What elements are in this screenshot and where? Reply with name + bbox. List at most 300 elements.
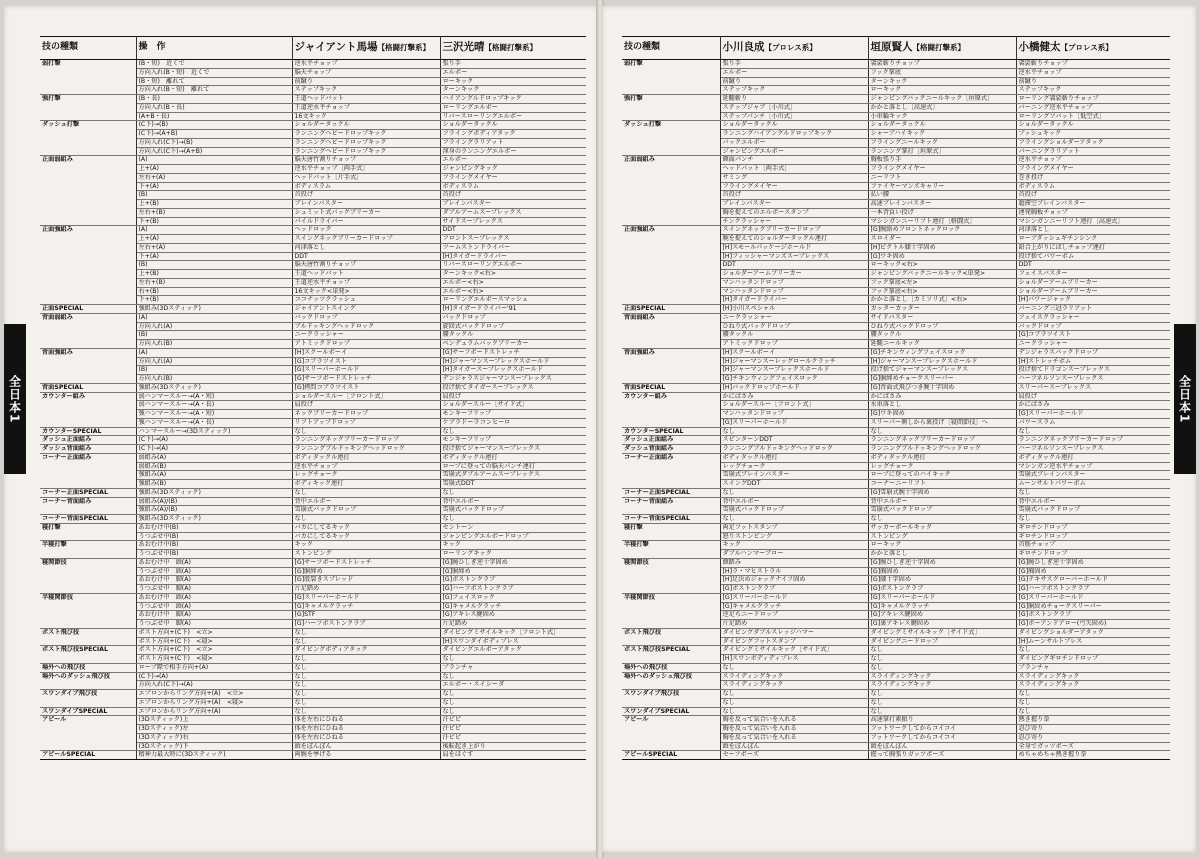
move-cell: ショルダースルー［フロント式］ [292, 392, 440, 401]
table-row [622, 707, 1170, 716]
move-category: 寝打撃 [622, 523, 720, 532]
move-cell: [G]キャメルクラッチ [440, 602, 586, 611]
move-cell: ダブルハンマーブロー [720, 550, 868, 559]
move-cell: シャーブハイキック [868, 130, 1016, 139]
left-move-table [40, 36, 586, 760]
move-cell: フック掌底<右> [868, 287, 1016, 296]
move-category [40, 462, 136, 471]
move-cell: ニークラッシャー [720, 313, 868, 322]
move-cell: 精神力最大時に(3Dスティック) [136, 751, 292, 760]
table-row [622, 602, 1170, 611]
move-category: 正面SPECIAL [40, 305, 136, 314]
table-row [622, 322, 1170, 331]
move-category: コーナー正面SPECIAL [40, 488, 136, 497]
move-cell: ステップキック [720, 86, 868, 95]
move-cell: DDT [720, 261, 868, 270]
move-category [622, 322, 720, 331]
move-cell: モンキーフリップ [440, 410, 586, 419]
move-cell: ランニングブルドッキングヘッドロック [868, 445, 1016, 454]
move-cell: シュミット式バックブリーカー [292, 208, 440, 217]
move-cell: 忍び寄り [1016, 725, 1170, 734]
move-category [622, 165, 720, 174]
table-row [622, 690, 1170, 699]
move-category [40, 602, 136, 611]
move-cell: かにばさみ [1016, 401, 1170, 410]
move-cell: うつぶせ中 頭(A) [136, 602, 292, 611]
move-cell: 投げ捨てジャーマンスープレックス [868, 366, 1016, 375]
move-cell: [G]コブラツイスト [1016, 331, 1170, 340]
move-cell: なし [440, 698, 586, 707]
move-cell: 方向入れ(A) [136, 322, 292, 331]
move-cell: ターンキック [440, 86, 586, 95]
table-row [40, 156, 586, 165]
move-cell: [G]拷問コブラツイスト [292, 383, 440, 392]
move-cell: ダイビングミサイルキック［フロント式］ [440, 628, 586, 637]
move-category [40, 208, 136, 217]
move-cell: レッグチョーク [720, 462, 868, 471]
move-cell: 逆水平チョップ [1016, 68, 1170, 77]
move-cell: フェイスバスター [1016, 270, 1170, 279]
move-cell: 腰タックル [868, 331, 1016, 340]
move-cell: エプロンからリング方向+(A) [136, 707, 292, 716]
move-category [40, 261, 136, 270]
move-cell: 方向入れ(C下)→(B) [136, 138, 292, 147]
move-cell: ローキック [440, 77, 586, 86]
move-cell: 胸を捉えてのエルボースタンプ [720, 208, 868, 217]
move-cell: ファイヤーマンズキャリー [868, 182, 1016, 191]
move-cell: ターンキック<右> [440, 270, 586, 279]
header-operation: 操 作 [136, 37, 292, 60]
move-cell: フライングショルダーアタック [1016, 138, 1170, 147]
move-cell: [G]雪崩式腕十字固め [868, 488, 1016, 497]
move-cell: エプロンからリング方向+(A) <寝> [136, 698, 292, 707]
move-cell: (B) [136, 331, 292, 340]
move-cell: ダイビングショルダーアタック [1016, 628, 1170, 637]
move-category: 半寝関節技 [40, 593, 136, 602]
move-category [622, 567, 720, 576]
move-cell: 一本背負い投げ [868, 208, 1016, 217]
move-category [40, 375, 136, 384]
move-category [40, 550, 136, 559]
move-cell: ローリングキック [440, 550, 586, 559]
move-cell: DDT [1016, 261, 1170, 270]
move-category [622, 611, 720, 620]
table-row [622, 453, 1170, 462]
move-category [40, 147, 136, 156]
move-cell: なし [720, 488, 868, 497]
move-cell: なし [1016, 427, 1170, 436]
table-row [622, 173, 1170, 182]
move-cell: バーニング三冠ラリアット [1016, 305, 1170, 314]
move-cell: ニークラッシャー [1016, 340, 1170, 349]
move-cell: 両足フットスタンプ [720, 523, 868, 532]
move-cell: スピンターンDDT [720, 436, 868, 445]
move-cell: なし [868, 655, 1016, 664]
move-cell: ランニングネックブリーカードロップ [1016, 436, 1170, 445]
move-category: 正面弱組み [622, 156, 720, 165]
table-row [622, 436, 1170, 445]
move-cell: 払い腰 [868, 191, 1016, 200]
move-cell: ボディタックル連打 [1016, 453, 1170, 462]
table-row [40, 130, 586, 139]
move-cell: ボディタックル連打 [868, 453, 1016, 462]
move-cell: なし [868, 646, 1016, 655]
move-cell: ボディタックル連打 [440, 453, 586, 462]
table-row [622, 628, 1170, 637]
move-cell: [G]ボストンクラブ [720, 585, 868, 594]
move-cell: 方向入れ(A) [136, 357, 292, 366]
move-category [622, 191, 720, 200]
move-cell: 逆水平チョップ [292, 462, 440, 471]
move-cell: ターンキック [868, 77, 1016, 86]
move-category: コーナー正面SPECIAL [622, 488, 720, 497]
move-cell: フットワークしてからコイコイ [868, 733, 1016, 742]
table-row [622, 558, 1170, 567]
move-cell: ダイビングミサイルキック［サイド式］ [720, 646, 868, 655]
move-cell: なし [440, 655, 586, 664]
move-cell: ひねり式バックドロップ [868, 322, 1016, 331]
table-row [40, 497, 586, 506]
move-cell: なし [292, 681, 440, 690]
move-cell: (C下)→(A) [136, 445, 292, 454]
move-category [40, 296, 136, 305]
move-cell: なし [292, 628, 440, 637]
move-cell: [G]STF [292, 611, 440, 620]
table-row [40, 663, 586, 672]
move-cell: 雪崩式バックドロップ [1016, 506, 1170, 515]
move-cell: [G]腕ひしぎ逆十字固め [1016, 558, 1170, 567]
move-cell: なし [292, 690, 440, 699]
table-row [40, 68, 586, 77]
move-cell: ジャンピングバックニールキック［垣原式］ [868, 95, 1016, 104]
move-category [40, 357, 136, 366]
table-row [40, 637, 586, 646]
move-cell: (3Dスティック)左 [136, 725, 292, 734]
move-cell: サッカーボールキック [868, 523, 1016, 532]
move-cell: マシンガンニーリフト連打［格闘式］ [868, 217, 1016, 226]
table-row [622, 357, 1170, 366]
move-cell: 投げ捨てドラゴンスープレックス [1016, 366, 1170, 375]
move-cell: 弱ハンマースルー→(A・短) [136, 392, 292, 401]
move-category [622, 637, 720, 646]
move-category [622, 340, 720, 349]
move-cell: [G]フェイスロック [440, 593, 586, 602]
move-cell: エルボー・スイシーダ [440, 681, 586, 690]
move-cell: なし [292, 637, 440, 646]
move-cell: [G]胸固め [1016, 567, 1170, 576]
move-cell: 汗ピピ [440, 733, 586, 742]
table-row [622, 191, 1170, 200]
table-row [40, 585, 586, 594]
move-category [40, 173, 136, 182]
move-cell: フライングメイヤー [868, 165, 1016, 174]
move-category [622, 532, 720, 541]
move-cell: 片足踏め [292, 585, 440, 594]
table-row [40, 672, 586, 681]
table-row [622, 226, 1170, 235]
move-cell: マンハッタンドロップ [720, 278, 868, 287]
move-category [40, 410, 136, 419]
move-cell: ヘッドバット［片手式］ [292, 173, 440, 182]
table-row [622, 68, 1170, 77]
move-category [40, 138, 136, 147]
move-cell: なし [440, 427, 586, 436]
move-category: 正面強組み [40, 226, 136, 235]
table-row [622, 751, 1170, 760]
move-cell: 雪崩式バックドロップ [868, 506, 1016, 515]
move-cell: 首投げ [1016, 191, 1170, 200]
move-cell: [H]タイガードライバー [720, 296, 868, 305]
move-cell: [G]サーフボードストレッチ [292, 558, 440, 567]
move-cell: ニークラッシャー [292, 331, 440, 340]
move-cell: めちゃめちゃ熱き握り拳 [1016, 751, 1170, 760]
move-category: 背面SPECIAL [622, 383, 720, 392]
move-cell: マンハッタンドロップ [720, 410, 868, 419]
move-category: スワンダイブ飛び技 [622, 690, 720, 699]
move-cell: なし [292, 515, 440, 524]
move-cell: [H]タイガードライバー [440, 252, 586, 261]
table-row [40, 357, 586, 366]
move-cell: ショルダースルー［サイド式］ [440, 401, 586, 410]
move-cell: 弱組み(A)/(B) [136, 497, 292, 506]
right-table-header [622, 37, 1170, 60]
move-cell: パイルドライバー [292, 217, 440, 226]
move-cell: フライングボディアタック [440, 130, 586, 139]
move-cell: [H]タイガードライバー'91 [440, 305, 586, 314]
move-cell: 顔踏み [720, 558, 868, 567]
move-category: ダッシュ打撃 [622, 121, 720, 130]
move-cell: ステップジャブ［小川式］ [720, 103, 868, 112]
move-cell: レッグチョーク [868, 462, 1016, 471]
move-cell: ショルダータックル [868, 121, 1016, 130]
move-cell: 体を左右にひねる [292, 733, 440, 742]
table-row [622, 366, 1170, 375]
table-row [622, 567, 1170, 576]
move-cell: (A) [136, 348, 292, 357]
table-row [40, 340, 586, 349]
move-cell: 脳天唐竹割りチョップ [292, 156, 440, 165]
move-cell: ポスト方向+(C下) <立> [136, 628, 292, 637]
table-row [622, 480, 1170, 489]
move-cell: 延髄ニールキック [868, 340, 1016, 349]
move-cell: チンクラッシャー [720, 217, 868, 226]
move-cell: リバースローリングエルボー [440, 112, 586, 121]
table-row [40, 436, 586, 445]
move-cell: 袈裟斬りチョップ [868, 60, 1016, 69]
table-row [40, 322, 586, 331]
move-cell: 片足踏め [440, 620, 586, 629]
move-cell: 首投げ [720, 191, 868, 200]
table-row [40, 121, 586, 130]
table-row [622, 672, 1170, 681]
move-cell: ランニングネックブリーカードロップ [868, 436, 1016, 445]
table-row [40, 655, 586, 664]
move-cell: ポスト方向+(C下) <立> [136, 646, 292, 655]
move-cell: ローリングソバット［低空式］ [1016, 112, 1170, 121]
move-cell: スイングDDT [720, 480, 868, 489]
move-cell: ローキック<右> [868, 261, 1016, 270]
move-category [622, 235, 720, 244]
move-cell: ランニングヘビードロップキック [292, 138, 440, 147]
table-row [622, 541, 1170, 550]
move-cell: 袈裟斬りチョップ [1016, 60, 1170, 69]
move-category: カウンターSPECIAL [40, 427, 136, 436]
move-cell: スライディングキック [868, 681, 1016, 690]
move-cell: なし [440, 488, 586, 497]
move-category [622, 68, 720, 77]
move-category: 半寝関節技 [622, 593, 720, 602]
move-cell: [H]ラ・マヒストラル [720, 567, 868, 576]
move-cell: [G]腕ひしぎ逆十字固め [868, 558, 1016, 567]
move-cell: セーフポーズ [720, 751, 868, 760]
move-cell: 背中エルボー [720, 497, 868, 506]
move-category: 背面弱組み [622, 313, 720, 322]
header-wrestler-1: 小川良成【プロレス系】 [720, 37, 868, 60]
move-cell: [H]ストレッチボム [1016, 357, 1170, 366]
move-category [40, 401, 136, 410]
move-cell: ステップキック [1016, 86, 1170, 95]
move-cell: ショルダーアームブリーカー [1016, 287, 1170, 296]
move-cell: エプロンからリング方向+(A) <立> [136, 690, 292, 699]
move-cell: プランチャ [1016, 663, 1170, 672]
move-cell: フック掌底<左> [868, 278, 1016, 287]
move-cell: 胸を反って気合いを入れる [720, 733, 868, 742]
header-kind: 技の種類 [622, 37, 720, 60]
move-category [40, 418, 136, 427]
move-cell: なし [1016, 515, 1170, 524]
move-cell: ブレインバスター [292, 200, 440, 209]
move-cell: ストンピング [868, 532, 1016, 541]
move-category: 正面強組み [622, 226, 720, 235]
move-cell: 腰タックル [440, 331, 586, 340]
table-row [40, 707, 586, 716]
move-category [40, 235, 136, 244]
move-cell: なし [292, 663, 440, 672]
move-cell: [H]ジャーマンスープレックスホールド [440, 357, 586, 366]
move-cell: 方向入れ(B) [136, 375, 292, 384]
move-cell: なし [292, 707, 440, 716]
move-category [622, 725, 720, 734]
move-category [40, 698, 136, 707]
table-row [622, 698, 1170, 707]
move-cell: [G]チキンウィングフェイスロック [720, 375, 868, 384]
table-row [40, 471, 586, 480]
move-cell: [G]胴締め [292, 567, 440, 576]
move-cell: ローキック [868, 86, 1016, 95]
move-cell: ボディスラム [292, 182, 440, 191]
move-cell: [G]ボストンクラブ [1016, 611, 1170, 620]
move-category [40, 611, 136, 620]
table-row [40, 541, 586, 550]
move-cell: スライディングキック [1016, 681, 1170, 690]
move-cell: なし [720, 707, 868, 716]
move-cell: フライングメイヤー [1016, 165, 1170, 174]
move-cell: フットワークしてからコイコイ [868, 725, 1016, 734]
move-cell: ランニングハイアングルドロップキック [720, 130, 868, 139]
move-cell: 胸を反って気合いを入れる [720, 716, 868, 725]
move-category: ポスト飛び技 [622, 628, 720, 637]
table-row [40, 226, 586, 235]
move-cell: スライディングキック [720, 672, 868, 681]
move-category: 正面弱組み [40, 156, 136, 165]
header-kind: 技の種類 [40, 37, 136, 60]
move-cell: ランニング掌打［垣原式］ [868, 147, 1016, 156]
move-category [622, 550, 720, 559]
move-cell: サイドバスター [868, 313, 1016, 322]
table-row [40, 628, 586, 637]
table-row [40, 453, 586, 462]
move-cell: ひねり式バックドロップ [720, 322, 868, 331]
move-cell: [H]ジャーマンスープレックスホールド [868, 357, 1016, 366]
move-cell: ジャンピングキック [440, 165, 586, 174]
move-cell: [G]腕ひしぎ逆十字固め [440, 558, 586, 567]
move-cell: エルボー<右> [440, 287, 586, 296]
header-wrestler-1: ジャイアント馬場【格闘打撃系】 [292, 37, 440, 60]
move-cell: 両腕を挙げる [292, 751, 440, 760]
table-row [622, 95, 1170, 104]
move-cell: [G]キャメルクラッチ [292, 602, 440, 611]
move-cell: [G]サーフボードストレッチ [440, 348, 586, 357]
move-cell: [H]スワンボディディプレス [720, 655, 868, 664]
table-row [40, 261, 586, 270]
table-row [622, 462, 1170, 471]
move-category [622, 357, 720, 366]
table-row [622, 86, 1170, 95]
move-cell: 河津落とし [292, 243, 440, 252]
table-row [622, 488, 1170, 497]
move-cell: 肩投げ [292, 401, 440, 410]
move-cell: ブレインバスター [440, 200, 586, 209]
move-cell: なし [292, 427, 440, 436]
move-cell: [G]胴締めチョークスリーパー [868, 375, 1016, 384]
move-cell: マシンガンニーリフト連打［高速式］ [1016, 217, 1170, 226]
table-row [40, 515, 586, 524]
move-category [40, 68, 136, 77]
move-category: コーナー正面組み [40, 453, 136, 462]
move-cell: ローブダッシュギチンシンク [1016, 235, 1170, 244]
move-category [40, 742, 136, 751]
table-row [622, 182, 1170, 191]
move-cell: 強組み(3Dスティック) [136, 305, 292, 314]
move-cell: 方向入れ(B・短) 離れて [136, 86, 292, 95]
move-cell: パワースラム [1016, 418, 1170, 427]
move-cell: 左右+(A) [136, 173, 292, 182]
table-row [40, 523, 586, 532]
table-row [622, 60, 1170, 69]
move-category [622, 287, 720, 296]
move-cell: ステップキック [292, 86, 440, 95]
move-cell: [G]ボストンクラブ [868, 585, 1016, 594]
move-cell: ケブラドーラコンヒーロ [440, 418, 586, 427]
move-cell: [H]スモールパッケージホールド [720, 243, 868, 252]
move-cell: ローキック [868, 541, 1016, 550]
move-cell: 頭をぽんぽん [868, 742, 1016, 751]
table-row [622, 392, 1170, 401]
table-row [40, 742, 586, 751]
table-row [40, 392, 586, 401]
move-cell: マシンガン逆水平チョップ [1016, 462, 1170, 471]
table-row [40, 611, 586, 620]
move-category [622, 147, 720, 156]
move-cell: 超滞空ブレインバスター [1016, 200, 1170, 209]
move-category [622, 462, 720, 471]
move-cell: ツームストンドライバー [440, 243, 586, 252]
table-row [40, 313, 586, 322]
move-cell: (A) [136, 156, 292, 165]
table-row [40, 103, 586, 112]
header-wrestler-3: 小橋健太【プロレス系】 [1016, 37, 1170, 60]
table-row [622, 646, 1170, 655]
